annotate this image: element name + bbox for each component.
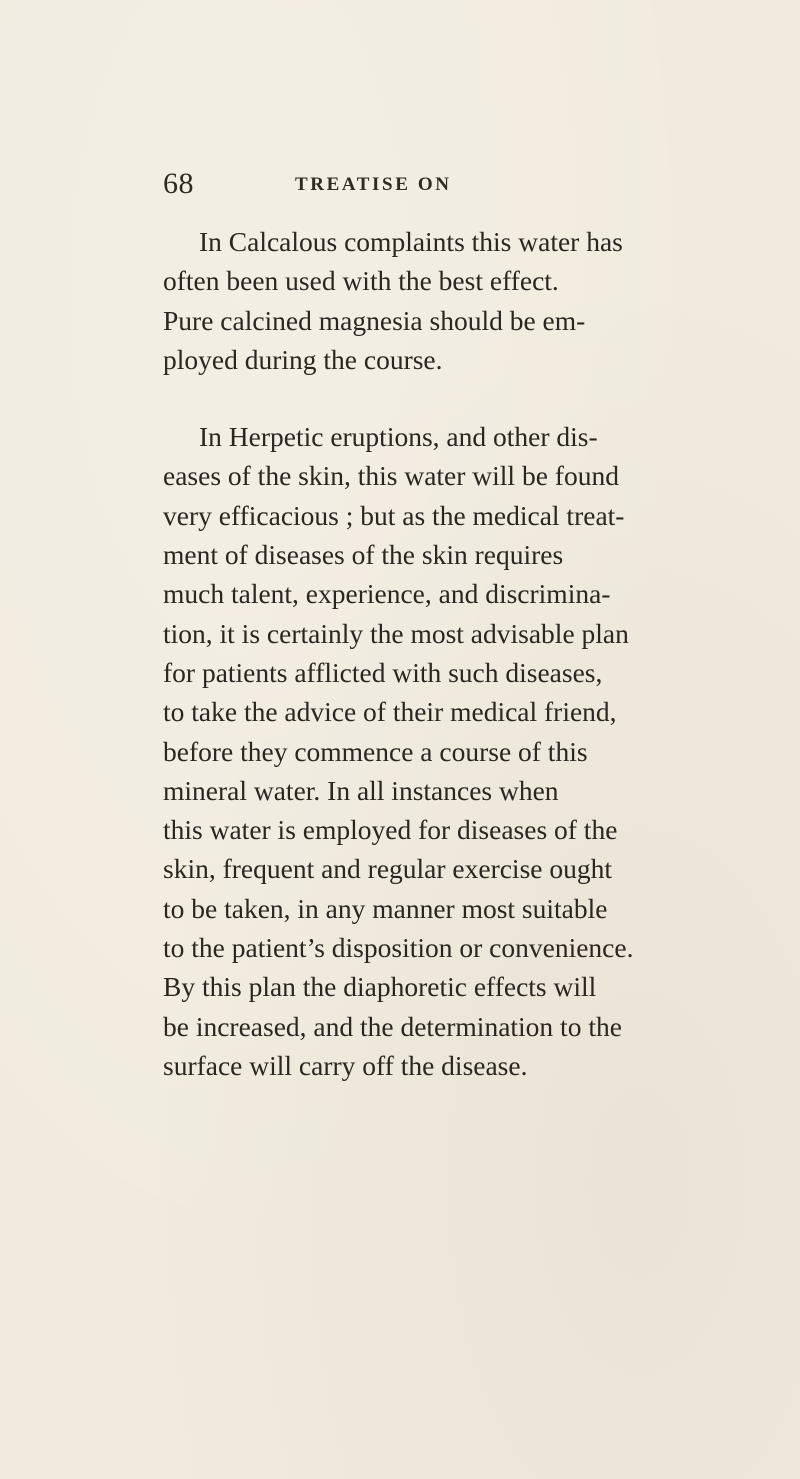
text-line: eases of the skin, this water will be found <box>163 460 619 492</box>
text-line: surface will carry off the disease. <box>163 1049 528 1081</box>
text-line: tion, it is certainly the most advisable plan <box>163 617 629 649</box>
text-line: to the patient’s disposition or convenience. <box>163 932 634 964</box>
paragraph-herpetic <box>163 417 783 1085</box>
paragraph-calcalous <box>163 222 783 379</box>
text-line: In Herpetic eruptions, and other dis- <box>199 421 598 453</box>
text-line: By this plan the diaphoretic effects will <box>163 971 597 1003</box>
text-line: ployed during the course. <box>163 343 443 375</box>
text-line: to be taken, in any manner most suitable <box>163 892 608 924</box>
text-line: ment of diseases of the skin requires <box>163 539 564 571</box>
text-line: In Calcalous complaints this water has <box>199 226 623 257</box>
text-line: before they commence a course of this <box>163 735 588 767</box>
page-number: 68 <box>163 167 194 200</box>
text-line: much talent, experience, and discrimina- <box>163 578 611 610</box>
text-line: often been used with the best effect. <box>163 265 559 297</box>
running-head-title: TREATISE ON <box>295 174 452 195</box>
text-line: be increased, and the determination to the <box>163 1010 622 1042</box>
text-line: very efficacious ; but as the medical treat- <box>163 499 625 531</box>
running-head <box>0 167 800 207</box>
body-text <box>163 222 783 1085</box>
text-line: mineral water. In all instances when <box>163 774 559 806</box>
text-line: for patients afflicted with such diseases, <box>163 656 603 688</box>
text-line: to take the advice of their medical friend, <box>163 696 617 728</box>
text-line: this water is employed for diseases of the <box>163 814 618 846</box>
text-line: skin, frequent and regular exercise ought <box>163 853 612 885</box>
text-line: Pure calcined magnesia should be em- <box>163 304 586 336</box>
